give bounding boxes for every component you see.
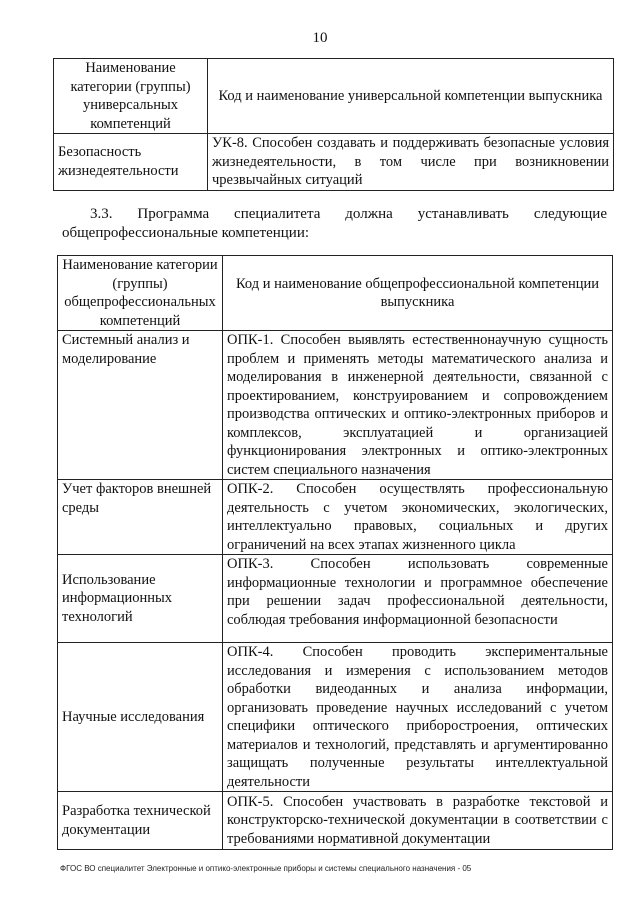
table-row (58, 555, 613, 643)
category-cell: Разработка технической документации (58, 792, 223, 850)
competence-cell: УК-8. Способен создавать и поддерживать безопасные условия жизнедеятельности, в том числе при возникновении чрезвычайных ситуаций (208, 134, 614, 191)
competence-cell: ОПК-5. Способен участвовать в разработке текстовой и конструкторско-технической документации в соответствии с требованиями нормативной документации (223, 792, 613, 850)
competence-cell: ОПК-1. Способен выявлять естественнонаучную сущность проблем и применять методы математического анализа и моделирования в инженерной деятельности, связанной с проектированием, конструированием и сопровождением производства оптических и оптико-электронных приборов и комплексов, эксплуатацией и организацией функционирования электронных и оптико-электронных систем специального назначения (223, 331, 613, 480)
category-cell: Учет факторов внешней среды (58, 480, 223, 555)
table-row (54, 134, 614, 191)
page-number: 10 (312, 30, 328, 46)
table-header-row (58, 256, 613, 331)
header-competence: Код и наименование общепрофессиональной компетенции выпускника (223, 256, 613, 331)
table-header-row (54, 59, 614, 134)
header-category: Наименование категории (группы) универсальных компетенций (54, 59, 208, 134)
section-paragraph: 3.3. Программа специалитета должна устанавливать следующие общепрофессиональные компетенции: (62, 206, 607, 241)
universal-competencies-table (53, 58, 614, 191)
header-category: Наименование категории (группы) общепрофессиональных компетенций (58, 256, 223, 331)
general-professional-competencies-table (57, 255, 613, 850)
category-cell: Научные исследования (58, 643, 223, 792)
table-row (58, 643, 613, 792)
table-row (58, 480, 613, 555)
header-competence: Код и наименование универсальной компетенции выпускника (208, 59, 614, 134)
competence-cell: ОПК-4. Способен проводить экспериментальные исследования и измерения с использованием методов обработки видеоданных и анализа информации, организовать проведение научных исследований с учетом специфики оптического приборостроения, оптических материалов и технологий, представлять и аргументированно защищать полученные результаты интеллектуальной деятельности (223, 643, 613, 792)
category-cell: Системный анализ и моделирование (58, 331, 223, 480)
competence-cell: ОПК-3. Способен использовать современные информационные технологии и программное обеспечение при решении задач профессиональной деятельности, соблюдая требования информационной безопасности (223, 555, 613, 643)
page-footer: ФГОС ВО специалитет Электронные и оптико-электронные приборы и системы специального назначения - 05 (60, 864, 472, 873)
category-cell: Безопасность жизнедеятельности (54, 134, 208, 191)
table-row (58, 331, 613, 480)
competence-cell: ОПК-2. Способен осуществлять профессиональную деятельность с учетом экономических, экологических, интеллектуально правовых, социальных и других ограничений на всех этапах жизненного цикла (223, 480, 613, 555)
category-cell: Использование информационных технологий (58, 555, 223, 643)
table-row (58, 792, 613, 850)
